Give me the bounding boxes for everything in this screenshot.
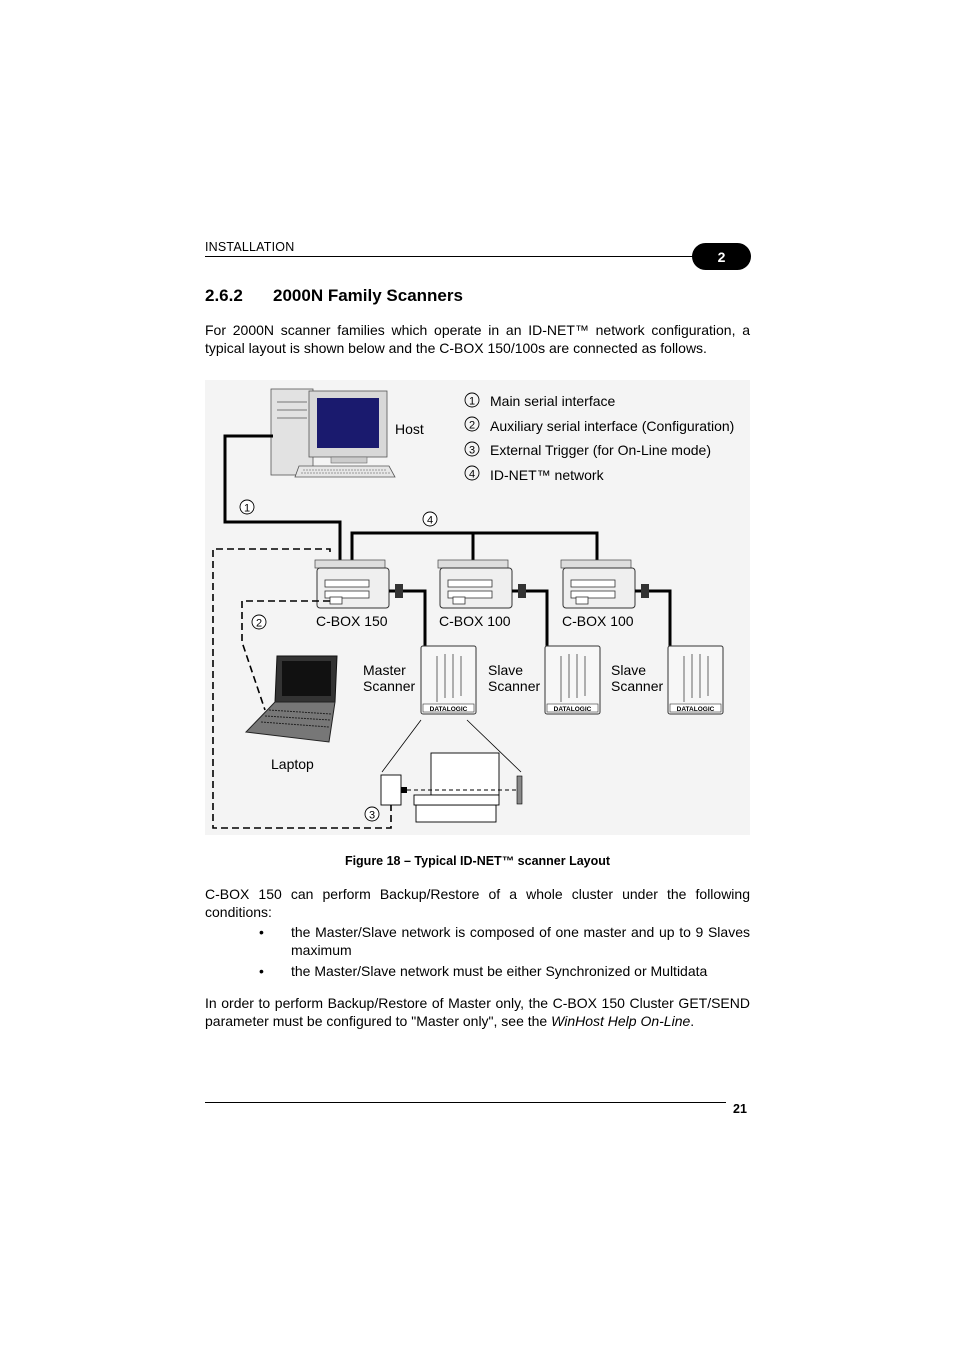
list-item [259, 963, 750, 981]
brand-label: DATALOGIC [676, 706, 715, 713]
marker-main-serial: 1 [243, 502, 251, 515]
bullet-icon: • [259, 924, 264, 940]
running-header: INSTALLATION [205, 240, 295, 254]
page-number: 21 [733, 1102, 747, 1116]
legend-marker: 4 [468, 468, 476, 481]
slave-scanner-1 [545, 646, 600, 714]
brand-label: DATALOGIC [429, 706, 468, 713]
network-layout-figure [205, 380, 750, 835]
host-label: Host [395, 421, 424, 437]
brand-label: DATALOGIC [553, 706, 592, 713]
cbox-100-a [438, 560, 512, 608]
list-item-text: the Master/Slave network is composed of one master and up to 9 Slaves maximum [291, 924, 750, 958]
chapter-badge: 2 [692, 243, 751, 270]
intro-paragraph: For 2000N scanner families which operate in an ID-NET™ network configuration, a typical layout is shown below and the C-BOX 150/100s are connected as follows. [205, 322, 750, 356]
slave2-label-line1: Slave [611, 662, 647, 678]
list-item-text: the Master/Slave network must be either Synchronized or Multidata [291, 963, 708, 979]
winhost-reference: WinHost Help On-Line [551, 1012, 691, 1029]
section-number: 2.6.2 [205, 286, 243, 305]
legend-marker: 2 [468, 419, 476, 432]
conditions-list [259, 924, 750, 985]
conditions-intro: C-BOX 150 can perform Backup/Restore of a whole cluster under the following conditions: [205, 886, 750, 920]
slave-scanner-2 [668, 646, 723, 714]
legend-item: ID-NET™ network [490, 467, 604, 483]
footer-rule [205, 1102, 726, 1103]
marker-aux-serial: 2 [255, 617, 263, 630]
header-rule [205, 256, 705, 257]
final-text: In order to perform Backup/Restore of Master only, the C-BOX 150 Cluster GET/SEND parameter must be configured to "Master only", see the [205, 995, 750, 1029]
final-text-end: . [690, 1012, 695, 1029]
cbox-150-label: C-BOX 150 [316, 613, 388, 629]
legend-item: External Trigger (for On-Line mode) [490, 442, 711, 458]
cbox-100-b [561, 560, 635, 608]
master-scanner [421, 646, 476, 714]
final-paragraph [205, 995, 750, 1030]
laptop-label: Laptop [271, 756, 314, 772]
figure-caption: Figure 18 – Typical ID-NET™ scanner Layout [344, 854, 611, 868]
cbox-100-b-label: C-BOX 100 [562, 613, 634, 629]
master-label-line1: Master [363, 662, 406, 678]
list-item [259, 924, 750, 959]
marker-trigger: 3 [368, 809, 376, 822]
bullet-icon: • [259, 963, 264, 979]
section-heading [205, 286, 463, 306]
slave1-label-line1: Slave [488, 662, 524, 678]
legend-marker: 1 [468, 395, 476, 408]
legend-item: Main serial interface [490, 393, 616, 409]
slave1-label-line2: Scanner [488, 678, 541, 694]
section-title: 2000N Family Scanners [273, 286, 463, 305]
slave2-label-line2: Scanner [611, 678, 664, 694]
master-label-line2: Scanner [363, 678, 416, 694]
legend-item: Auxiliary serial interface (Configuration) [490, 418, 735, 434]
cbox-100-a-label: C-BOX 100 [439, 613, 511, 629]
legend-marker: 3 [468, 444, 476, 457]
marker-id-net: 4 [426, 514, 434, 527]
